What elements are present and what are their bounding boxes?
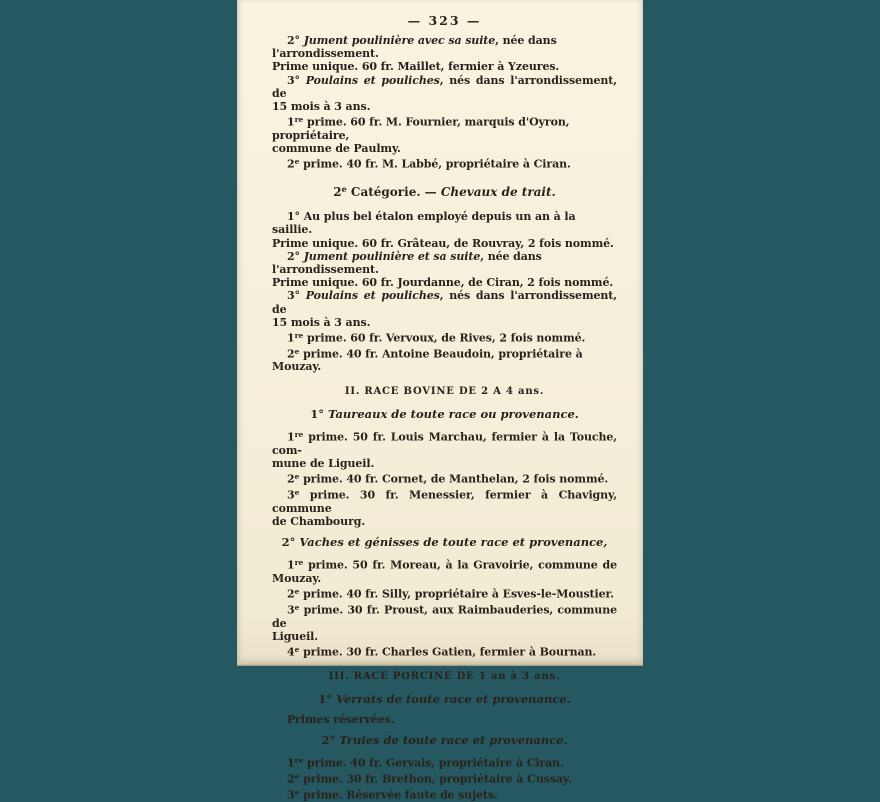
text-segment: 2° <box>281 535 300 549</box>
text-segment: 3 <box>287 603 295 617</box>
text-segment: 1° Au plus bel étalon employé depuis un an à la saillie. <box>272 210 576 237</box>
page-number: — 323 — <box>407 13 482 28</box>
text-segment: e <box>294 772 300 782</box>
text-line <box>272 289 617 315</box>
text-line <box>272 237 617 250</box>
text-line <box>272 786 617 802</box>
text-segment: e <box>294 587 300 597</box>
text-segment: Vaches et génisses de toute race et provenance, <box>299 535 608 549</box>
text-segment: mune de Ligueil. <box>272 456 375 470</box>
text-line <box>272 250 617 276</box>
text-line <box>272 155 617 171</box>
text-segment: Primes réservées. <box>287 713 395 727</box>
page-bottom-edge <box>237 661 643 666</box>
text-line <box>272 428 617 457</box>
text-segment: 2 <box>287 472 295 486</box>
text-segment: 3 <box>287 788 295 802</box>
page-content <box>272 14 617 802</box>
text-segment: Jument poulinière avec sa suite <box>303 34 496 47</box>
text-segment: 2° <box>287 249 304 263</box>
text-segment: Taureaux de toute race ou provenance. <box>327 406 579 421</box>
text-line <box>272 74 617 100</box>
text-segment: re <box>294 558 304 568</box>
text-segment: 1 <box>287 756 295 770</box>
text-line <box>272 100 617 113</box>
text-line <box>272 470 617 486</box>
text-segment: Jument poulinière et sa suite <box>303 249 481 263</box>
text-segment: commune de Paulmy. <box>272 142 401 156</box>
text-segment: prime. 40 fr. Cornet, de Manthelan, 2 fois nommé. <box>299 472 609 486</box>
text-line <box>272 113 617 142</box>
text-segment: prime. 60 fr. M. Fournier, marquis d'Oyron, propriétaire, <box>272 115 570 142</box>
text-segment: , nés dans l'arrondissement, de <box>272 73 617 100</box>
text-segment: 4 <box>287 645 295 659</box>
text-segment: , née dans l'arrondissement. <box>272 34 557 61</box>
text-segment: Chevaux de trait. <box>440 185 556 200</box>
text-segment: e <box>294 157 300 167</box>
text-segment: e <box>341 184 347 195</box>
text-segment: 1 <box>287 558 295 572</box>
text-segment: prime. 50 fr. Louis Marchau, fermier à la Touche, com- <box>272 430 617 457</box>
text-segment: Prime unique. 60 fr. Maillet, fermier à Yzeures. <box>272 60 560 74</box>
text-line <box>272 515 617 528</box>
class-heading <box>272 693 617 706</box>
text-segment: Prime unique. 60 fr. Jourdanne, de Ciran, 2 fois nommé. <box>272 276 614 290</box>
text-segment: re <box>294 115 304 125</box>
text-segment: 1 <box>287 331 295 345</box>
text-segment: 2 <box>287 157 295 171</box>
text-segment: Truies de toute race et provenance. <box>339 733 568 748</box>
text-segment: Prime unique. 60 fr. Grâteau, de Rouvray, 2 fois nommé. <box>272 236 614 250</box>
text-segment: III. RACE PORCINE DE 1 an à 3 ans. <box>328 670 561 682</box>
text-segment: prime. 40 fr. Gervais, propriétaire à Ciran. <box>303 756 564 770</box>
text-segment: re <box>294 756 304 766</box>
text-segment: e <box>294 787 300 797</box>
text-line <box>272 316 617 329</box>
text-line <box>272 630 617 643</box>
text-segment: Catégorie. — <box>346 185 441 200</box>
text-segment: 1 <box>287 430 295 444</box>
text-line <box>272 572 617 585</box>
text-segment: , née dans l'arrondissement. <box>272 249 542 277</box>
text-segment: prime. 30 fr. Brethon, propriétaire à Cussay. <box>299 772 572 786</box>
text-segment: prime. 50 fr. Moreau, à la Gravoirie, commune de <box>303 558 617 572</box>
text-segment: prime. 30 fr. Menessier, fermier à Chavigny, commune <box>272 488 617 515</box>
text-segment: II. RACE BOVINE DE 2 A 4 ans. <box>344 385 545 397</box>
category-heading <box>272 183 617 199</box>
class-heading <box>272 734 617 747</box>
text-segment: 2 <box>333 185 342 200</box>
text-line <box>272 556 617 572</box>
text-segment: 2 <box>287 772 295 786</box>
text-line <box>272 643 617 659</box>
text-segment: 3° <box>287 289 306 303</box>
text-segment: 2° <box>321 733 340 748</box>
text-segment: 2° <box>287 34 304 47</box>
text-segment: prime. 30 fr. Proust, aux Raimbauderies, commune de <box>272 603 617 630</box>
text-line <box>272 329 617 345</box>
text-segment: Mouzay. <box>272 571 322 585</box>
text-line <box>272 276 617 289</box>
text-segment: prime. 40 fr. M. Labbé, propriétaire à Ciran. <box>299 157 571 171</box>
text-line <box>272 210 617 236</box>
text-segment: prime. Réservée faute de sujets. <box>299 788 498 802</box>
text-segment: e <box>294 602 300 612</box>
text-line <box>272 585 617 601</box>
text-segment: 1° <box>310 406 328 421</box>
text-segment: 15 mois à 3 ans. <box>272 315 371 329</box>
text-segment: prime. 40 fr. Antoine Beaudoin, propriétaire à Mouzay. <box>272 347 583 374</box>
text-segment: 1 <box>287 115 295 129</box>
text-line <box>272 34 617 60</box>
text-line <box>272 601 617 630</box>
text-segment: prime. 60 fr. Vervoux, de Rives, 2 fois nommé. <box>303 331 586 345</box>
text-segment: prime. 40 fr. Silly, propriétaire à Esves-le-Moustier. <box>299 587 614 601</box>
text-segment: 3 <box>287 488 295 502</box>
text-segment: 2 <box>287 587 295 601</box>
text-segment: 1° <box>318 691 337 706</box>
race-section-heading <box>272 385 617 398</box>
text-segment: e <box>294 487 300 497</box>
text-line <box>272 486 617 515</box>
text-segment: re <box>294 331 304 341</box>
text-line <box>272 770 617 786</box>
text-line <box>272 60 617 73</box>
page-body <box>272 34 617 802</box>
text-segment: Poulains et pouliches <box>305 289 440 303</box>
text-segment: prime. 30 fr. Charles Gatien, fermier à Bournan. <box>299 645 597 659</box>
text-segment: e <box>294 472 300 482</box>
race-section-heading <box>272 670 617 683</box>
text-segment: 2 <box>287 347 295 361</box>
text-line <box>272 142 617 155</box>
class-heading <box>272 408 617 421</box>
text-segment: e <box>294 644 300 654</box>
text-line <box>272 345 617 374</box>
text-segment: Poulains et pouliches <box>305 73 440 87</box>
book-page <box>237 0 643 802</box>
text-line <box>272 754 617 770</box>
text-segment: Ligueil. <box>272 629 318 643</box>
text-segment: de Chambourg. <box>272 514 366 528</box>
text-segment: Verrats de toute race et provenance. <box>336 691 571 706</box>
text-segment: re <box>294 430 304 440</box>
text-line <box>272 713 617 726</box>
text-segment: 3° <box>287 73 306 87</box>
text-segment: 15 mois à 3 ans. <box>272 100 371 114</box>
text-line <box>272 457 617 470</box>
class-heading <box>272 536 617 549</box>
text-segment: e <box>294 346 300 356</box>
text-segment: , nés dans l'arrondissement, de <box>272 289 617 316</box>
